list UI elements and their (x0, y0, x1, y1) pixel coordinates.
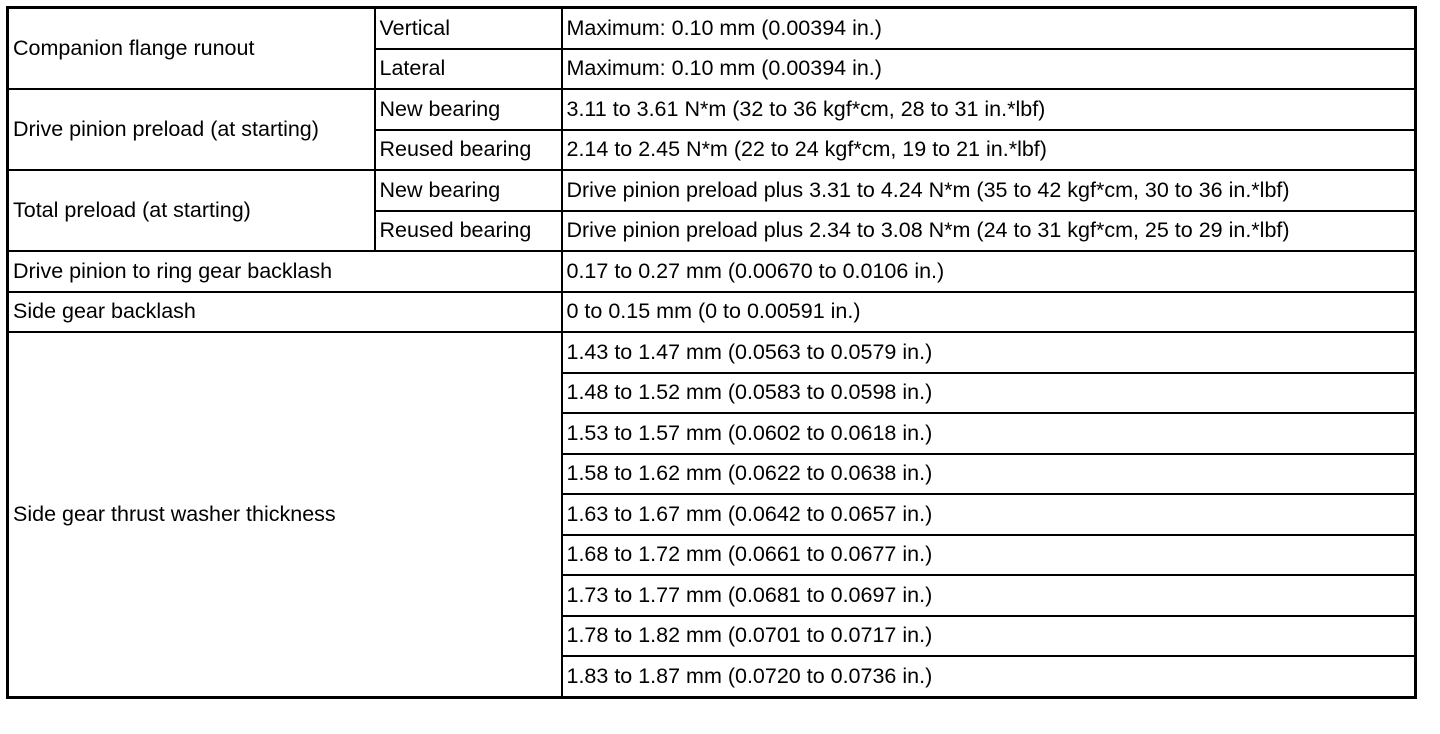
table-row (8, 292, 1416, 333)
thrust-washer-value: 1.73 to 1.77 mm (0.0681 to 0.0697 in.) (562, 575, 1416, 616)
lateral-value: Maximum: 0.10 mm (0.00394 in.) (562, 49, 1416, 90)
vertical-label: Vertical (375, 8, 562, 49)
table-row (8, 170, 1416, 211)
table-row (8, 8, 1416, 49)
thrust-washer-value: 1.48 to 1.52 mm (0.0583 to 0.0598 in.) (562, 373, 1416, 414)
reused-bearing-value: 2.14 to 2.45 N*m (22 to 24 kgf*cm, 19 to 21 in.*lbf) (562, 130, 1416, 171)
thrust-washer-value: 1.43 to 1.47 mm (0.0563 to 0.0579 in.) (562, 332, 1416, 373)
side-gear-backlash-value: 0 to 0.15 mm (0 to 0.00591 in.) (562, 292, 1416, 333)
ring-gear-backlash-label: Drive pinion to ring gear backlash (8, 251, 562, 292)
thrust-washer-value: 1.83 to 1.87 mm (0.0720 to 0.0736 in.) (562, 656, 1416, 697)
drive-pinion-preload-label: Drive pinion preload (at starting) (8, 89, 375, 170)
companion-flange-runout-label: Companion flange runout (8, 8, 375, 90)
thrust-washer-value: 1.53 to 1.57 mm (0.0602 to 0.0618 in.) (562, 413, 1416, 454)
lateral-label: Lateral (375, 49, 562, 90)
total-preload-label: Total preload (at starting) (8, 170, 375, 251)
new-bearing-label: New bearing (375, 170, 562, 211)
table-row (8, 89, 1416, 130)
thrust-washer-value: 1.63 to 1.67 mm (0.0642 to 0.0657 in.) (562, 494, 1416, 535)
thrust-washer-value: 1.58 to 1.62 mm (0.0622 to 0.0638 in.) (562, 454, 1416, 495)
table-row (8, 332, 1416, 373)
reused-bearing-label: Reused bearing (375, 130, 562, 171)
thrust-washer-label: Side gear thrust washer thickness (8, 332, 562, 697)
reused-bearing-label: Reused bearing (375, 211, 562, 252)
table-row (8, 251, 1416, 292)
thrust-washer-value: 1.78 to 1.82 mm (0.0701 to 0.0717 in.) (562, 616, 1416, 657)
new-bearing-label: New bearing (375, 89, 562, 130)
side-gear-backlash-label: Side gear backlash (8, 292, 562, 333)
ring-gear-backlash-value: 0.17 to 0.27 mm (0.00670 to 0.0106 in.) (562, 251, 1416, 292)
vertical-value: Maximum: 0.10 mm (0.00394 in.) (562, 8, 1416, 49)
reused-bearing-value: Drive pinion preload plus 2.34 to 3.08 N*m (24 to 31 kgf*cm, 25 to 29 in.*lbf) (562, 211, 1416, 252)
new-bearing-value: Drive pinion preload plus 3.31 to 4.24 N*m (35 to 42 kgf*cm, 30 to 36 in.*lbf) (562, 170, 1416, 211)
specification-table (6, 6, 1417, 699)
thrust-washer-value: 1.68 to 1.72 mm (0.0661 to 0.0677 in.) (562, 535, 1416, 576)
new-bearing-value: 3.11 to 3.61 N*m (32 to 36 kgf*cm, 28 to 31 in.*lbf) (562, 89, 1416, 130)
